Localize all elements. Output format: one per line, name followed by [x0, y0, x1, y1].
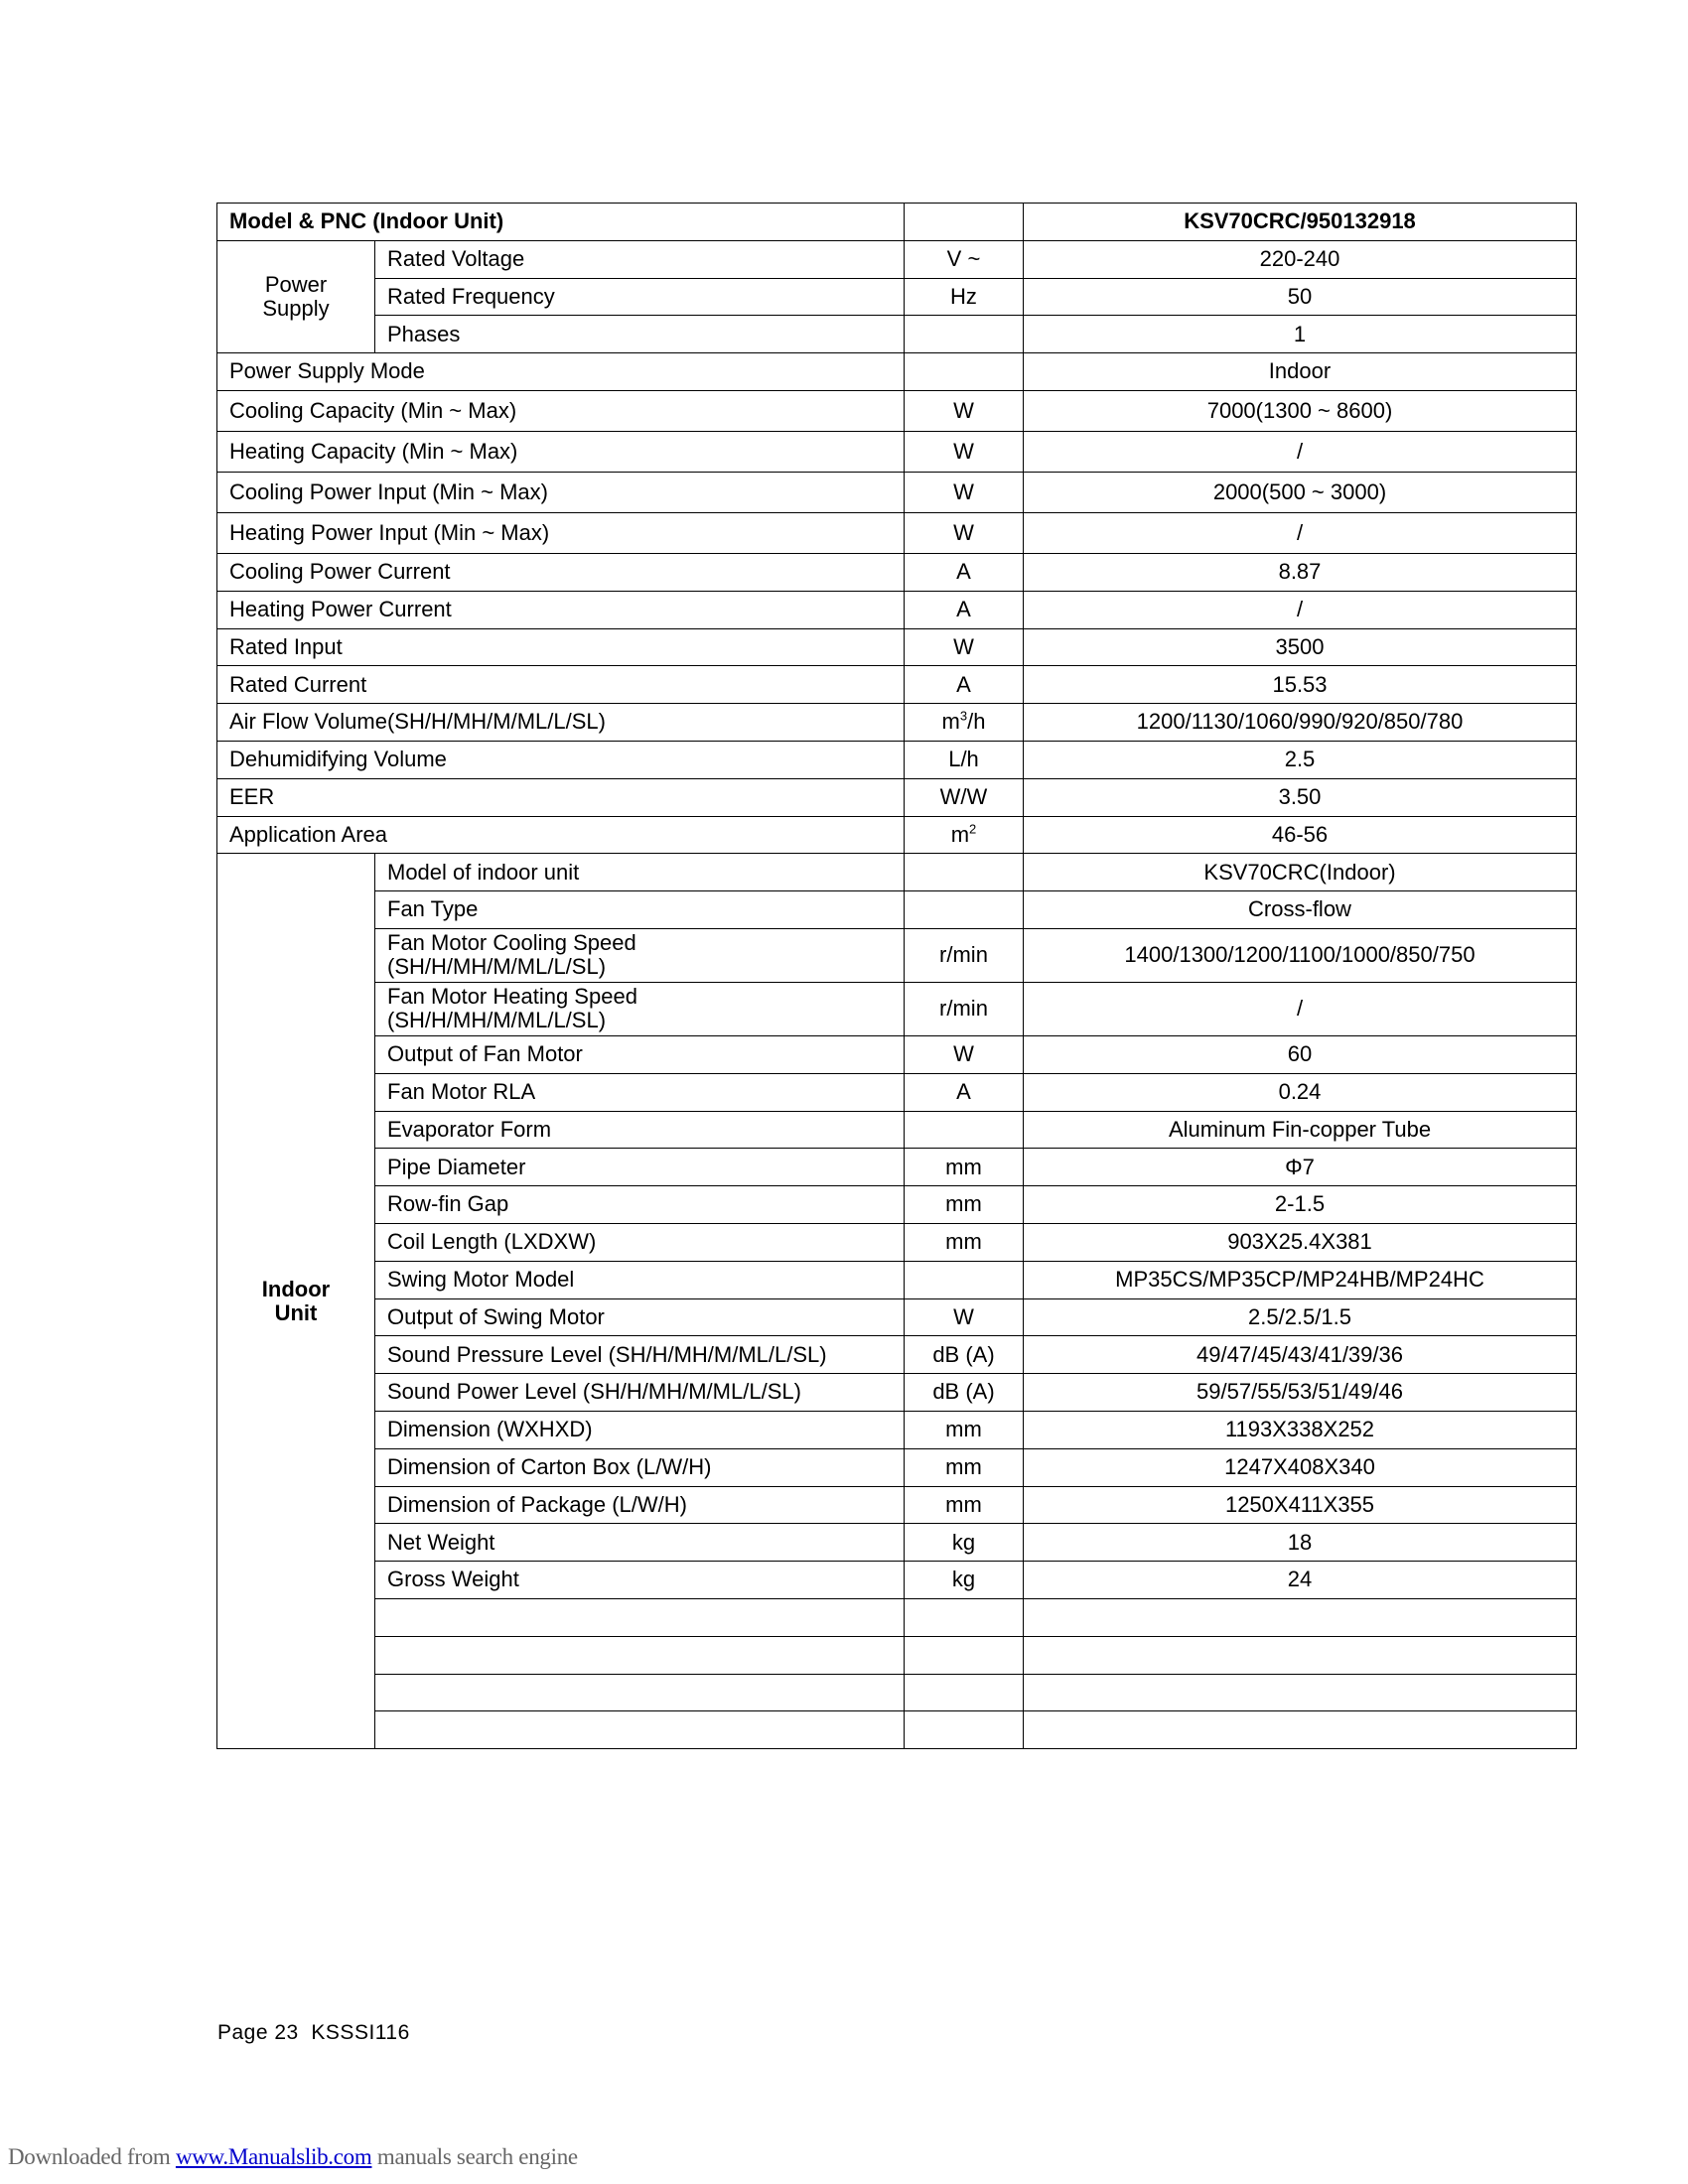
row-label: Output of Fan Motor	[375, 1035, 905, 1073]
row-label: Power Supply Mode	[217, 353, 905, 391]
row-label: Heating Power Input (Min ~ Max)	[217, 512, 905, 553]
row-value: 1250X411X355	[1024, 1486, 1577, 1524]
row-value: 1247X408X340	[1024, 1448, 1577, 1486]
row-unit: kg	[905, 1562, 1024, 1599]
row-value: 1400/1300/1200/1100/1000/850/750	[1024, 928, 1577, 982]
row-unit: r/min	[905, 928, 1024, 982]
download-suffix: manuals search engine	[371, 2144, 578, 2169]
row-label: Dimension (WXHXD)	[375, 1411, 905, 1448]
row-unit: A	[905, 1073, 1024, 1111]
row-value: 220-240	[1024, 240, 1577, 278]
table-row	[217, 816, 1577, 854]
row-value: Indoor	[1024, 353, 1577, 391]
row-label: Coil Length (LXDXW)	[375, 1223, 905, 1261]
row-label: Swing Motor Model	[375, 1261, 905, 1298]
power-supply-group-label: Power Supply	[217, 240, 375, 352]
row-label: Fan Type	[375, 891, 905, 929]
row-value: 1193X338X252	[1024, 1411, 1577, 1448]
row-unit: mm	[905, 1149, 1024, 1186]
row-unit: dB (A)	[905, 1336, 1024, 1374]
row-value: 59/57/55/53/51/49/46	[1024, 1374, 1577, 1412]
row-value: /	[1024, 591, 1577, 628]
table-row	[217, 928, 1577, 982]
row-value: 3500	[1024, 628, 1577, 666]
row-label: Fan Motor Heating Speed (SH/H/MH/M/ML/L/SL)	[375, 982, 905, 1035]
table-row	[217, 891, 1577, 929]
row-value: Cross-flow	[1024, 891, 1577, 929]
specification-table	[216, 203, 1577, 1749]
header-model-value: KSV70CRC/950132918	[1024, 204, 1577, 241]
row-label: Rated Frequency	[375, 278, 905, 316]
manualslib-link[interactable]: www.Manualslib.com	[175, 2144, 372, 2169]
row-label: Cooling Power Current	[217, 553, 905, 591]
table-row	[217, 1111, 1577, 1149]
row-label: Sound Power Level (SH/H/MH/M/ML/L/SL)	[375, 1374, 905, 1412]
empty-row	[217, 1636, 1577, 1674]
row-value: Φ7	[1024, 1149, 1577, 1186]
table-row	[217, 1261, 1577, 1298]
table-row	[217, 1149, 1577, 1186]
row-value: 2.5/2.5/1.5	[1024, 1298, 1577, 1336]
row-label: Sound Pressure Level (SH/H/MH/M/ML/L/SL)	[375, 1336, 905, 1374]
table-row	[217, 240, 1577, 278]
table-row	[217, 1486, 1577, 1524]
row-label: Cooling Power Input (Min ~ Max)	[217, 472, 905, 512]
table-row	[217, 741, 1577, 778]
row-unit	[905, 1261, 1024, 1298]
indoor-unit-group-label: Indoor Unit	[217, 854, 375, 1749]
row-unit: W	[905, 390, 1024, 431]
row-unit: W	[905, 1298, 1024, 1336]
row-label: Gross Weight	[375, 1562, 905, 1599]
row-value: 46-56	[1024, 816, 1577, 854]
row-label: Net Weight	[375, 1524, 905, 1562]
row-unit: A	[905, 591, 1024, 628]
download-banner	[8, 2144, 578, 2170]
row-unit: mm	[905, 1223, 1024, 1261]
row-label: Model of indoor unit	[375, 854, 905, 891]
header-label: Model & PNC (Indoor Unit)	[217, 204, 905, 241]
row-unit: mm	[905, 1411, 1024, 1448]
row-unit: mm	[905, 1486, 1024, 1524]
row-unit: W	[905, 512, 1024, 553]
row-unit: kg	[905, 1524, 1024, 1562]
table-row	[217, 1336, 1577, 1374]
table-row	[217, 278, 1577, 316]
row-unit: mm	[905, 1448, 1024, 1486]
row-value: /	[1024, 431, 1577, 472]
table-row	[217, 628, 1577, 666]
row-unit: dB (A)	[905, 1374, 1024, 1412]
row-label: Dimension of Package (L/W/H)	[375, 1486, 905, 1524]
row-unit	[905, 316, 1024, 353]
row-unit	[905, 891, 1024, 929]
table-row	[217, 1223, 1577, 1261]
row-value: 2-1.5	[1024, 1186, 1577, 1224]
table-row	[217, 390, 1577, 431]
row-label: Dimension of Carton Box (L/W/H)	[375, 1448, 905, 1486]
table-row	[217, 1298, 1577, 1336]
table-row	[217, 431, 1577, 472]
table-row	[217, 854, 1577, 891]
table-row	[217, 704, 1577, 742]
table-row	[217, 353, 1577, 391]
row-label: Heating Power Current	[217, 591, 905, 628]
row-label: Pipe Diameter	[375, 1149, 905, 1186]
empty-row	[217, 1598, 1577, 1636]
empty-row	[217, 1711, 1577, 1749]
row-label: Dehumidifying Volume	[217, 741, 905, 778]
table-row	[217, 553, 1577, 591]
row-label: Row-fin Gap	[375, 1186, 905, 1224]
row-unit: L/h	[905, 741, 1024, 778]
table-header-row	[217, 204, 1577, 241]
table-row	[217, 1073, 1577, 1111]
row-unit: Hz	[905, 278, 1024, 316]
page-number: Page 23	[217, 2021, 299, 2044]
table-row	[217, 316, 1577, 353]
header-unit	[905, 204, 1024, 241]
row-value: 1200/1130/1060/990/920/850/780	[1024, 704, 1577, 742]
row-value: 60	[1024, 1035, 1577, 1073]
table-row	[217, 1562, 1577, 1599]
row-value: 1	[1024, 316, 1577, 353]
download-prefix: Downloaded from	[8, 2144, 176, 2169]
row-value: /	[1024, 982, 1577, 1035]
row-label: Rated Input	[217, 628, 905, 666]
row-unit: W	[905, 431, 1024, 472]
row-label: Rated Current	[217, 666, 905, 704]
row-unit: A	[905, 553, 1024, 591]
row-value: 24	[1024, 1562, 1577, 1599]
table-row	[217, 982, 1577, 1035]
row-label: Air Flow Volume(SH/H/MH/M/ML/L/SL)	[217, 704, 905, 742]
table-row	[217, 591, 1577, 628]
row-value: 8.87	[1024, 553, 1577, 591]
row-value: Aluminum Fin-copper Tube	[1024, 1111, 1577, 1149]
table-row	[217, 1411, 1577, 1448]
row-value: 7000(1300 ~ 8600)	[1024, 390, 1577, 431]
row-label: Heating Capacity (Min ~ Max)	[217, 431, 905, 472]
table-row	[217, 666, 1577, 704]
row-unit	[905, 854, 1024, 891]
empty-row	[217, 1674, 1577, 1711]
row-label: Fan Motor RLA	[375, 1073, 905, 1111]
row-unit	[905, 1111, 1024, 1149]
row-unit: $m^3/h$	[905, 704, 1024, 742]
row-value: 15.53	[1024, 666, 1577, 704]
row-label: Cooling Capacity (Min ~ Max)	[217, 390, 905, 431]
row-unit: r/min	[905, 982, 1024, 1035]
row-label: Fan Motor Cooling Speed (SH/H/MH/M/ML/L/SL)	[375, 928, 905, 982]
row-value: 2.5	[1024, 741, 1577, 778]
row-label: Application Area	[217, 816, 905, 854]
table-row	[217, 512, 1577, 553]
row-unit: W	[905, 472, 1024, 512]
table-row	[217, 1524, 1577, 1562]
row-label: Phases	[375, 316, 905, 353]
row-value: KSV70CRC(Indoor)	[1024, 854, 1577, 891]
row-label: EER	[217, 778, 905, 816]
row-unit	[905, 353, 1024, 391]
table-row	[217, 778, 1577, 816]
row-value: 49/47/45/43/41/39/36	[1024, 1336, 1577, 1374]
row-value: 50	[1024, 278, 1577, 316]
row-value: 2000(500 ~ 3000)	[1024, 472, 1577, 512]
table-row	[217, 1374, 1577, 1412]
row-value: MP35CS/MP35CP/MP24HB/MP24HC	[1024, 1261, 1577, 1298]
row-value: 18	[1024, 1524, 1577, 1562]
row-value: 903X25.4X381	[1024, 1223, 1577, 1261]
page-footer	[217, 2021, 410, 2045]
row-label: Output of Swing Motor	[375, 1298, 905, 1336]
table-row	[217, 1448, 1577, 1486]
row-label: Rated Voltage	[375, 240, 905, 278]
table-row	[217, 1186, 1577, 1224]
row-unit: W	[905, 1035, 1024, 1073]
row-unit: A	[905, 666, 1024, 704]
row-unit: W/W	[905, 778, 1024, 816]
row-value: /	[1024, 512, 1577, 553]
table-row	[217, 472, 1577, 512]
row-unit: V ~	[905, 240, 1024, 278]
row-value: 3.50	[1024, 778, 1577, 816]
row-unit: $m^2$	[905, 816, 1024, 854]
table-row	[217, 1035, 1577, 1073]
row-unit: mm	[905, 1186, 1024, 1224]
row-label: Evaporator Form	[375, 1111, 905, 1149]
row-value: 0.24	[1024, 1073, 1577, 1111]
row-unit: W	[905, 628, 1024, 666]
document-code: KSSSI116	[311, 2021, 410, 2044]
